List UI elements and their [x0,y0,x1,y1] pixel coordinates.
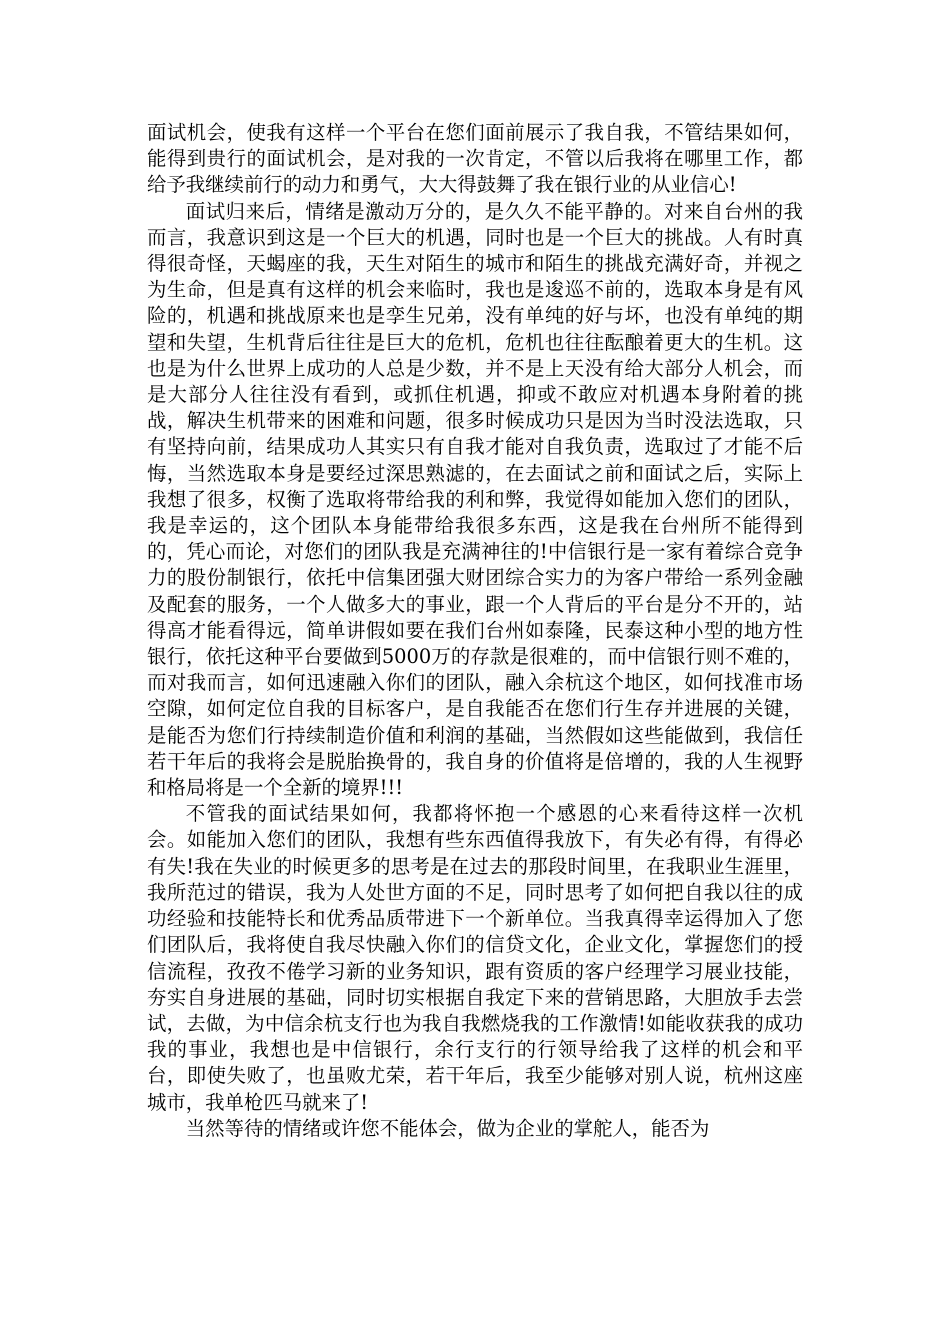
paragraph-4: 当然等待的情绪或许您不能体会，做为企业的掌舵人，能否为 [185,1116,710,1140]
document-body [147,120,803,1142]
paragraph-2: 面试归来后，情绪是激动万分的，是久久不能平静的。对来自台州的我而言，我意识到这是一个巨大的机遇，同时也是一个巨大的挑战。人有时真得很奇怪，天蝎座的我，天生对陌生的城市和陌生的挑战充满好奇，并视之为生命，但是真有这样的机会来临时，我也是逡巡不前的，选取本身是有风险的，机遇和挑战原来也是孪生兄弟，没有单纯的好与坏，也没有单纯的期望和失望，生机背后往往是巨大的危机，危机也往往酝酿着更大的生机。这也是为什么世界上成功的人总是少数，并不是上天没有给大部分人机会，而是大部分人往往没有看到，或抓住机遇，抑或不敢应对机遇本身附着的挑战，解决生机带来的困难和问题，很多时候成功只是因为当时没法选取，只有坚持向前，结果成功人其实只有自我才能对自我负责，选取过了才能不后悔，当然选取本身是要经过深思熟滤的，在去面试之前和面试之后，实际上我想了很多，权衡了选取将带给我的利和弊，我觉得如能加入您们的团队，我是幸运的，这个团队本身能带给我很多东西，这是我在台州所不能得到的，凭心而论，对您们的团队我是充满神往的!中信银行是一家有着综合竞争力的股份制银行，依托中信集团强大财团综合实力的为客户带给一系列金融及配套的服务，一个人做多大的事业，跟一个人背后的平台是分不开的，站得高才能看得远，简单讲假如要在我们台州如泰隆，民泰这种小型的地方性银行，依托这种平台要做到5000万的存款是很难的，而中信银行则不难的，而对我而言，如何迅速融入你们的团队，融入余杭这个地区，如何找准市场空隙，如何定位自我的目标客户，是自我能否在您们行生存并进展的关键，是能否为您们行持续制造价值和利润的基础，当然假如这些能做到，我信任若干年后的我将会是脱胎换骨的，我自身的价值将是倍增的，我的人生视野和格局将是一个全新的境界!!! [147,199,803,800]
paragraph-1: 面试机会，使我有这样一个平台在您们面前展示了我自我，不管结果如何，能得到贵行的面试机会，是对我的一次肯定，不管以后我将在哪里工作，都给予我继续前行的动力和勇气，大大得鼓舞了我在银行业的从业信心! [147,121,803,197]
paragraph-3: 不管我的面试结果如何，我都将怀抱一个感恩的心来看待这样一次机会。如能加入您们的团队，我想有些东西值得我放下，有失必有得，有得必有失!我在失业的时候更多的思考是在过去的那段时间里，在我职业生涯里，我所范过的错误，我为人处世方面的不足，同时思考了如何把自我以往的成功经验和技能特长和优秀品质带进下一个新单位。当我真得幸运得加入了您们团队后，我将使自我尽快融入你们的信贷文化，企业文化，掌握您们的授信流程，孜孜不倦学习新的业务知识，跟有资质的客户经理学习展业技能，夯实自身进展的基础，同时切实根据自我定下来的营销思路，大胆放手去尝试，去做，为中信余杭支行也为我自我燃烧我的工作激情!如能收获我的成功我的事业，我想也是中信银行，余行支行的行领导给我了这样的机会和平台，即使失败了，也虽败尤荣，若干年后，我至少能够对别人说，杭州这座城市，我单枪匹马就来了! [147,802,803,1114]
